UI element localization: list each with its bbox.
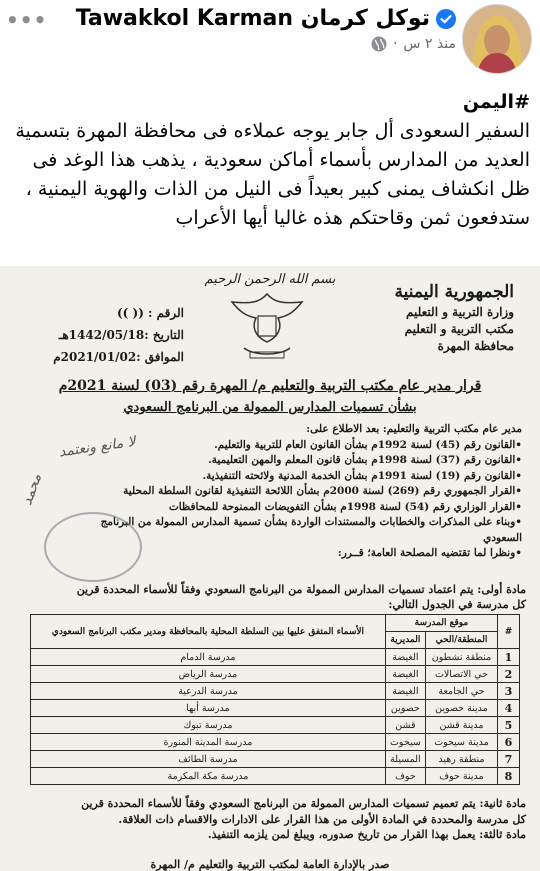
row-district: الغيضة: [385, 666, 425, 683]
row-district: حصوين: [385, 700, 425, 717]
doc-handwritten-signature: محمد: [19, 471, 46, 508]
doc-decision-subtitle: بشأن تسميات المدارس الممولة من البرنامج السعودي: [123, 400, 417, 415]
header-agreed-names: الأسماء المتفق عليها بين السلطة المحلية بالمحافظة ومدير مكتب البرنامج السعودي: [31, 615, 386, 649]
yemen-emblem-icon: [212, 286, 322, 366]
preamble-line: •وبناء على المذكرات والخطابات والمستندات الواردة بشأن تسمية المدارس الممولة من البرنامج السعودي: [100, 516, 522, 544]
table-header-row: [31, 615, 520, 632]
post-timestamp[interactable]: منذ ٢ س: [403, 36, 456, 52]
row-district: الغيضة: [385, 683, 425, 700]
row-area: مدينة سيحوت: [425, 734, 497, 751]
meta-separator: ·: [392, 36, 398, 52]
preamble-line: •القانون رقم (37) لسنة 1998م بشأن قانون المعلم والمهن التعليمية.: [208, 454, 522, 466]
doc-header-authority: [344, 280, 514, 355]
table-row: [31, 649, 520, 666]
row-area: حي الجامعة: [425, 683, 497, 700]
row-school-name: مدرسة أبها: [31, 700, 386, 717]
doc-article-one: [16, 582, 526, 612]
author-row: [76, 6, 456, 31]
preamble-line: •القانون رقم (45) لسنة 1992م بشأن القانون العام للتربية والتعليم.: [214, 438, 522, 451]
verified-badge-icon: [436, 9, 456, 29]
row-number: 3: [498, 683, 520, 700]
row-number: 7: [498, 751, 520, 768]
preamble-line: •القرار الوزاري رقم (54) لسنة 1998م بشأن التفويضات الممنوحة للمحافظات: [168, 500, 522, 513]
header-location: موقع المدرسة: [385, 615, 497, 632]
more-options-button[interactable]: •••: [6, 8, 48, 32]
table-row: [31, 751, 520, 768]
preamble-line: •ونظرا لما تقتضيه المصلحة العامة؛ قــرر:: [337, 547, 522, 559]
row-school-name: مدرسة المدينة المنورة: [31, 734, 386, 751]
header-number: #: [498, 615, 520, 649]
doc-date-gregorian: الموافق :2021/01/02م: [53, 350, 184, 364]
row-number: 4: [498, 700, 520, 717]
doc-reference-block: [34, 302, 184, 368]
post-text: [10, 88, 530, 233]
author-avatar[interactable]: [462, 4, 532, 74]
row-number: 1: [498, 649, 520, 666]
post-body: السفير السعودى أل جابر يوجه عملاءه فى محافظة المهرة بتسمية العديد من المدارس بأسماء أماكن سعودية ، يذهب هذا الوغد فى ظل انكشاف يمنى كبير بعيداً فى النيل من الذات والهوية اليمنية ، ستدفعون ثمن وقاحتكم هذه غاليا أيها الأعراب: [15, 120, 530, 229]
row-number: 2: [498, 666, 520, 683]
post-header: [0, 0, 540, 82]
schools-table: [30, 614, 520, 785]
preamble-line: •القرار الجمهوري رقم (269) لسنة 2000م بشأن اللائحة التنفيذية لقانون السلطة المحلية: [123, 485, 522, 497]
row-school-name: مدرسة مكة المكرمة: [31, 768, 386, 785]
doc-office-line: مكتب التربية و التعليم: [404, 322, 514, 336]
doc-number: الرقم : (( )): [116, 306, 184, 320]
row-number: 6: [498, 734, 520, 751]
doc-ministry-line: وزارة التربية و التعليم: [406, 305, 514, 319]
table-row: [31, 700, 520, 717]
row-district: الغيضة: [385, 649, 425, 666]
table-row: [31, 717, 520, 734]
author-name[interactable]: Tawakkol Karman توكل كرمان: [75, 6, 430, 31]
header-district: المديرية: [385, 632, 425, 649]
row-district: حوف: [385, 768, 425, 785]
doc-handwritten-approval: لا مانع ونعتمد: [57, 433, 137, 461]
article-line: مادة أولى: يتم اعتماد تسميات المدارس الممولة من البرنامج السعودي وفقاً للأسماء المحددة قرين: [76, 583, 526, 596]
row-district: قشن: [385, 717, 425, 734]
row-school-name: مدرسة تبوك: [31, 717, 386, 734]
article-line: مادة ثالثة: يعمل بهذا القرار من تاريخ صدوره، ويبلغ لمن يلزمه التنفيذ.: [207, 828, 526, 841]
post-image-document[interactable]: [0, 266, 540, 871]
row-district: المسيلة: [385, 751, 425, 768]
row-number: 5: [498, 717, 520, 734]
post-meta: [371, 36, 456, 52]
doc-preamble: [82, 422, 522, 562]
row-school-name: مدرسة الدرعية: [31, 683, 386, 700]
table-row: [31, 666, 520, 683]
table-row: [31, 683, 520, 700]
table-row: [31, 734, 520, 751]
article-line: كل مدرسة والمحددة في المادة الأولى من هذا القرار على الادارات والاقسام ذات العلاقة.: [118, 812, 526, 826]
doc-article-two-three: [16, 796, 526, 843]
preamble-line: مدير عام مكتب التربية والتعليم: بعد الاطلاع على:: [306, 423, 522, 435]
table-row: [31, 768, 520, 785]
row-school-name: مدرسة الطائف: [31, 751, 386, 768]
globe-icon: [371, 36, 387, 52]
row-area: حي الاتصالات: [425, 666, 497, 683]
doc-date-hijri: التاريخ :1442/05/18هـ: [58, 328, 184, 342]
official-stamp-icon: [44, 512, 142, 582]
row-area: مدينة حوف: [425, 768, 497, 785]
doc-governorate-line: محافظة المهرة: [437, 339, 514, 353]
doc-republic-line: الجمهورية اليمنية: [394, 282, 514, 302]
row-area: منطقة نشطون: [425, 649, 497, 666]
doc-basmala: بسم الله الرحمن الرحيم: [204, 272, 336, 287]
header-area: المنطقة/الحي: [425, 632, 497, 649]
row-district: سيحوت: [385, 734, 425, 751]
row-area: مدينة قشن: [425, 717, 497, 734]
row-area: منطقة رهيد: [425, 751, 497, 768]
avatar-image: [463, 5, 531, 73]
row-school-name: مدرسة الدمام: [31, 649, 386, 666]
article-line: كل مدرسة في الجدول التالي:: [388, 598, 526, 611]
row-area: مدينة حصوين: [425, 700, 497, 717]
preamble-line: •القانون رقم (19) لسنة 1991م بشأن الخدمة المدنية ولائحته التنفيذية.: [202, 469, 522, 482]
row-number: 8: [498, 768, 520, 785]
doc-issued-by: صدر بالإدارة العامة لمكتب التربية والتعليم م/ المهرة: [150, 858, 390, 871]
row-school-name: مدرسة الرياض: [31, 666, 386, 683]
doc-decision-title: قرار مدير عام مكتب التربية والتعليم م/ المهرة رقم (03) لسنة 2021م: [58, 378, 482, 394]
article-line: مادة ثانية: يتم تعميم تسميات المدارس الممولة من البرنامج السعودي وفقاً للأسماء المحددة قرين: [81, 797, 526, 810]
hashtag-link[interactable]: #اليمن: [462, 91, 530, 113]
